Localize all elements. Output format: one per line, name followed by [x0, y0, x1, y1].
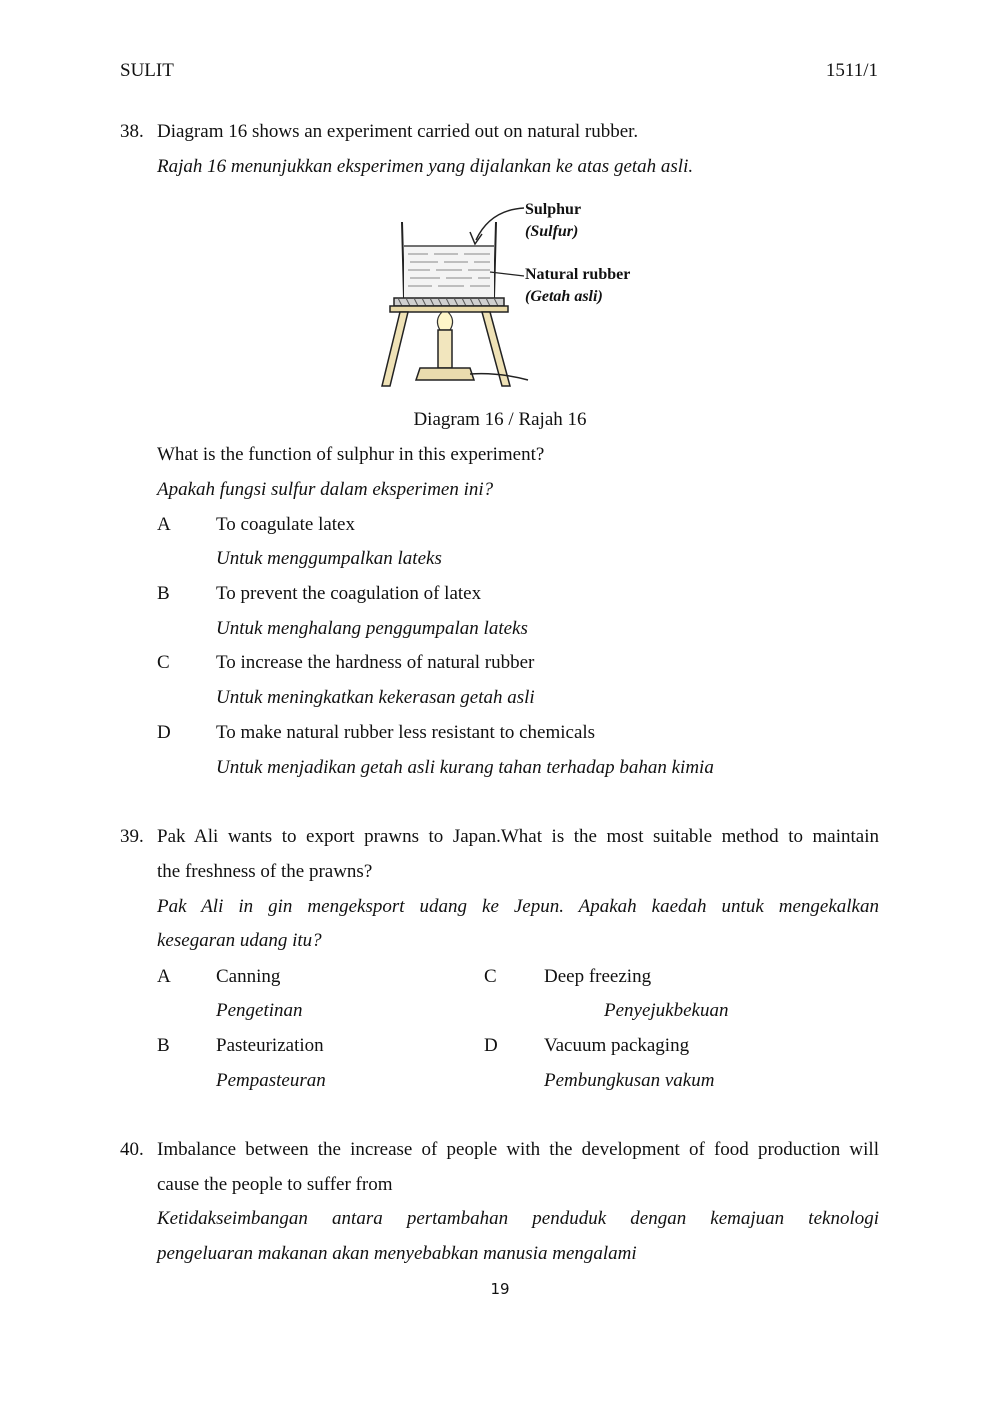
q38-option-a-my: Untuk menggumpalkan lateks — [216, 548, 442, 569]
q38-option-b-en: To prevent the coagulation of latex — [216, 583, 482, 604]
q39-option-c-my: Penyejukbekuan — [604, 1000, 729, 1021]
q38-option-d-letter: D — [157, 722, 171, 743]
q38-option-c-letter: C — [157, 652, 170, 673]
q40-line1-en: Imbalance between the increase of people with the development of food production will — [157, 1139, 879, 1160]
header-left: SULIT — [120, 60, 174, 81]
q38-option-d-en: To make natural rubber less resistant to chemicals — [216, 722, 596, 743]
q38-option-c-en: To increase the hardness of natural rubber — [216, 652, 535, 673]
q40-line1-my: Ketidakseimbangan antara pertambahan penduduk dengan kemajuan teknologi — [157, 1208, 879, 1229]
q40-line2-my: pengeluaran makanan akan menyebabkan manusia mengalami — [157, 1243, 637, 1264]
q39-option-b-my: Pempasteuran — [216, 1070, 326, 1091]
header-right: 1511/1 — [825, 60, 878, 81]
q38-option-d-my: Untuk menjadikan getah asli kurang tahan terhadap bahan kimia — [216, 757, 714, 778]
q38-option-b-my: Untuk menghalang penggumpalan lateks — [216, 618, 528, 639]
q38-number: 38. — [120, 121, 144, 142]
q38-option-a-letter: A — [157, 514, 171, 535]
q38-question-en: What is the function of sulphur in this experiment? — [157, 444, 545, 465]
q39-option-c-en: Deep freezing — [544, 966, 652, 987]
q39-line1-my: Pak Ali in gin mengeksport udang ke Jepun. Apakah kaedah untuk mengekalkan — [157, 896, 879, 917]
label-natural-rubber-my: (Getah asli) — [525, 288, 603, 305]
q39-option-b-letter: B — [157, 1035, 170, 1056]
label-sulphur-en: Sulphur — [525, 201, 582, 218]
q40-line2-en: cause the people to suffer from — [157, 1174, 393, 1195]
q39-line1-en: Pak Ali wants to export prawns to Japan.What is the most suitable method to maintain — [157, 826, 879, 847]
label-sulphur-my: (Sulfur) — [525, 223, 579, 240]
q38-stem-my: Rajah 16 menunjukkan eksperimen yang dijalankan ke atas getah asli. — [157, 156, 694, 177]
q39-option-b-en: Pasteurization — [216, 1035, 324, 1056]
q38-question-my: Apakah fungsi sulfur dalam eksperimen ini? — [157, 479, 494, 500]
diagram-caption: Diagram 16 / Rajah 16 — [413, 409, 587, 430]
q40-number: 40. — [120, 1139, 144, 1160]
q39-number: 39. — [120, 826, 144, 847]
q38-option-b-letter: B — [157, 583, 170, 604]
q38-stem-en: Diagram 16 shows an experiment carried out on natural rubber. — [157, 121, 639, 142]
q38-option-c-my: Untuk meningkatkan kekerasan getah asli — [216, 687, 535, 708]
diagram-16 — [378, 196, 648, 392]
q39-option-d-letter: D — [484, 1035, 498, 1056]
q39-option-a-my: Pengetinan — [216, 1000, 303, 1021]
q39-option-a-en: Canning — [216, 966, 281, 987]
q39-line2-en: the freshness of the prawns? — [157, 861, 373, 882]
q38-option-a-en: To coagulate latex — [216, 514, 355, 535]
q39-option-a-letter: A — [157, 966, 171, 987]
q39-option-c-letter: C — [484, 966, 497, 987]
label-natural-rubber-en: Natural rubber — [525, 266, 631, 283]
q39-line2-my: kesegaran udang itu? — [157, 930, 322, 951]
rubber-vulcanization-apparatus — [378, 196, 648, 392]
q39-option-d-my: Pembungkusan vakum — [544, 1070, 715, 1091]
page-number: 19 — [490, 1280, 510, 1298]
q39-option-d-en: Vacuum packaging — [544, 1035, 690, 1056]
